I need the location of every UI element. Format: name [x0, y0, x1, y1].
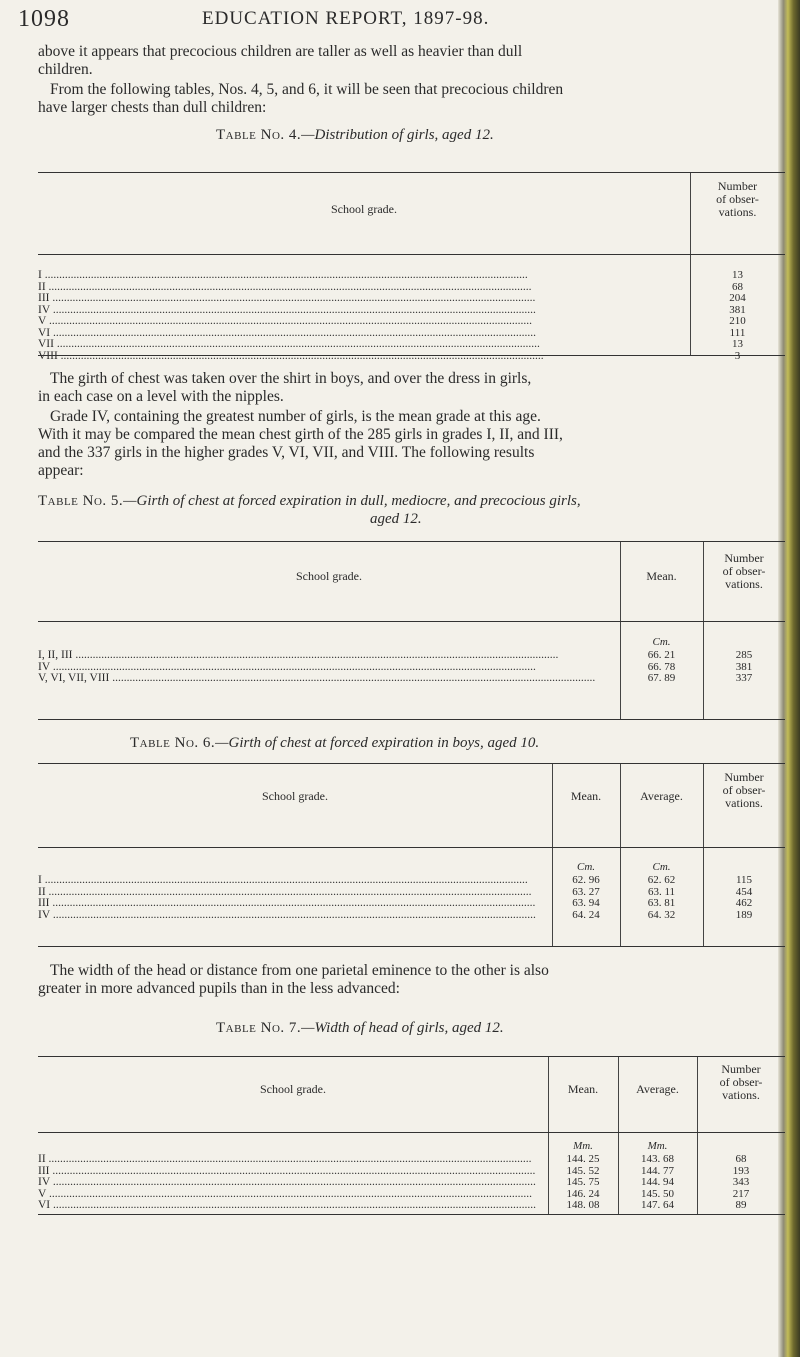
- paragraph-head-width: The width of the head or distance from one parietal eminence to the other is also greater in more advanced pupils than in the less advanced:: [38, 962, 549, 997]
- page-number: 1098: [18, 6, 70, 32]
- table7-header-count: Number of obser- vations.: [719, 1062, 763, 1102]
- table-row: IV .....: [38, 662, 618, 674]
- table5-unit: Cm.: [652, 636, 671, 648]
- table-row: V, VI, VII, VIII .....: [38, 673, 618, 685]
- table5-header-grade: School grade.: [296, 569, 362, 583]
- table4-top-rule: [38, 172, 785, 173]
- table7-unit-average: Mm.: [647, 1140, 668, 1152]
- table7-grade-labels: [38, 1154, 546, 1212]
- paragraph-girth-method: The girth of chest was taken over the shirt in boys, and over the dress in girls, in each case on a level with the nipples.: [38, 370, 532, 405]
- table4-header-grade: School grade.: [331, 202, 397, 216]
- table7-counts: 68 193 343 217 89: [732, 1153, 750, 1211]
- table7-averages: 143. 68 144. 77 144. 94 145. 50 147. 64: [641, 1153, 674, 1211]
- table6-header-mean: Mean.: [570, 789, 602, 803]
- table6-unit-average: Cm.: [652, 861, 671, 873]
- paragraph-grade-iv: Grade IV, containing the greatest number of girls, is the mean grade at this age. With it may be compared the mean chest girth of the 285 girls in grades I, II, and III, and the 337 girls in the higher grades V, VI, VII, and VIII. The following results appear:: [38, 408, 563, 479]
- table4-header-count: Number of obser- vations.: [716, 179, 759, 219]
- table7-means: 144. 25 145. 52 145. 75 146. 24 148. 08: [566, 1153, 600, 1211]
- table-row: III .....: [38, 1166, 546, 1178]
- table4-grade-labels: [38, 270, 688, 362]
- table4-bottom-rule: [38, 355, 785, 356]
- table7-header-mean: Mean.: [567, 1082, 599, 1096]
- table6-counts: 115 454 462 189: [735, 874, 753, 921]
- table-row: I .....: [38, 875, 550, 887]
- table6-top-rule: [38, 763, 785, 764]
- table6-header-grade: School grade.: [262, 789, 328, 803]
- table-row: VI .....: [38, 328, 688, 340]
- table5-counts: 285 381 337: [735, 649, 753, 684]
- table5-top-rule: [38, 541, 785, 542]
- running-title: EDUCATION REPORT, 1897-98.: [202, 8, 490, 29]
- table6-unit-mean: Cm.: [576, 861, 596, 873]
- table-row: IV .....: [38, 305, 688, 317]
- table5-grade-labels: [38, 650, 618, 685]
- table7-header-average: Average.: [636, 1082, 679, 1096]
- table-row: III .....: [38, 293, 688, 305]
- table-row: III .....: [38, 898, 550, 910]
- table6-caption: Table No. 6.—Girth of chest at forced expiration in boys, aged 10.: [130, 735, 540, 751]
- table-row: I .....: [38, 270, 688, 282]
- table5-header-count: Number of obser- vations.: [722, 551, 766, 591]
- table5-header-rule: [38, 621, 785, 622]
- table4-header-rule: [38, 254, 785, 255]
- table-row: I, II, III .....: [38, 650, 618, 662]
- table5-bottom-rule: [38, 719, 785, 720]
- paragraph-intro: above it appears that precocious children are taller as well as heavier than dull children.: [38, 43, 523, 78]
- table-row: VI .....: [38, 1200, 546, 1212]
- table7-caption: Table No. 7.—Width of head of girls, aged 12.: [216, 1020, 504, 1036]
- table4-counts: 13 68 204 381 210 111 13 3: [729, 269, 746, 362]
- table7-header-grade: School grade.: [260, 1082, 326, 1096]
- table-row: VII .....: [38, 339, 688, 351]
- table-row: IV .....: [38, 1177, 546, 1189]
- table6-header-count: Number of obser- vations.: [722, 770, 766, 810]
- table7-unit-mean: Mm.: [573, 1140, 593, 1152]
- table6-grade-labels: [38, 875, 550, 921]
- table6-bottom-rule: [38, 946, 785, 947]
- table5-caption-cont: aged 12.: [370, 511, 422, 527]
- table-row: VIII .....: [38, 351, 688, 363]
- table7-bottom-rule: [38, 1214, 785, 1215]
- table6-means: 62. 96 63. 27 63. 94 64. 24: [572, 874, 600, 921]
- table6-header-rule: [38, 847, 785, 848]
- paragraph-tables-intro: From the following tables, Nos. 4, 5, and 6, it will be seen that precocious children have larger chests than dull children:: [38, 81, 564, 116]
- table7-header-rule: [38, 1132, 785, 1133]
- table6-header-average: Average.: [640, 789, 683, 803]
- table-row: IV .....: [38, 910, 550, 922]
- table4-caption: Table No. 4.—Distribution of girls, aged 12.: [216, 127, 494, 143]
- table5-header-mean: Mean.: [646, 569, 677, 583]
- table5-means: 66. 21 66. 78 67. 89: [647, 649, 676, 684]
- table-row: V .....: [38, 1189, 546, 1201]
- table5-caption: Table No. 5.—Girth of chest at forced expiration in dull, mediocre, and precocious girls,: [38, 493, 581, 509]
- table7-top-rule: [38, 1056, 785, 1057]
- table-row: II .....: [38, 887, 550, 899]
- table-row: II .....: [38, 282, 688, 294]
- table-row: V .....: [38, 316, 688, 328]
- table-row: II .....: [38, 1154, 546, 1166]
- table5-col-divider-1: [620, 542, 621, 720]
- table6-averages: 62. 62 63. 11 63. 81 64. 32: [647, 874, 676, 921]
